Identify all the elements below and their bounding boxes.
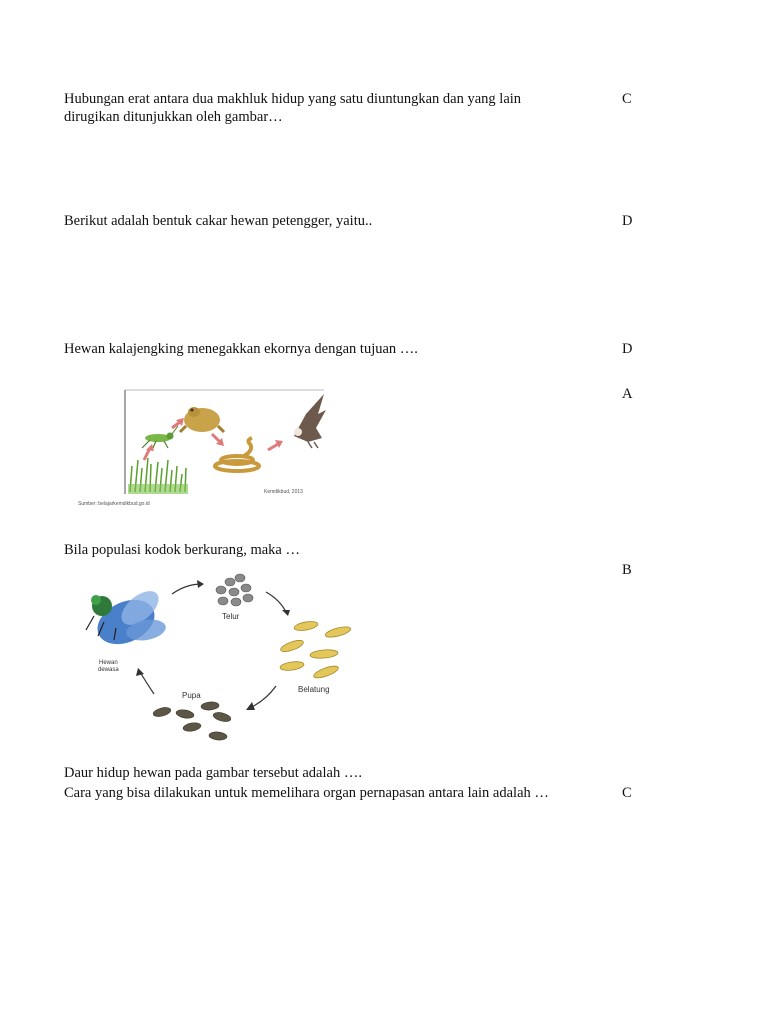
question-5: Daur hidup hewan pada gambar tersebut adalah …. xyxy=(64,765,362,781)
life-cycle-figure xyxy=(80,570,360,742)
answer-1: C xyxy=(622,91,632,107)
question-4: Bila populasi kodok berkurang, maka … xyxy=(64,542,300,558)
eggs-icon xyxy=(216,574,253,606)
label-larva: Belatung xyxy=(298,685,330,694)
figure-source-caption: Sumber: belajarkemdikbud.go.id xyxy=(78,501,150,507)
label-egg: Telur xyxy=(222,612,240,621)
answer-2: D xyxy=(622,213,633,229)
answer-3: D xyxy=(622,341,633,357)
question-2: Berikut adalah bentuk cakar hewan petengger, yaitu.. xyxy=(64,213,373,229)
question-1: Hubungan erat antara dua makhluk hidup yang satu diuntungkan dan yang lain dirugikan ditunjukkan oleh gambar… xyxy=(64,91,522,125)
answer-4: A xyxy=(622,386,633,402)
answer-5: B xyxy=(622,562,632,578)
label-adult-line2: dewasa xyxy=(98,667,119,673)
larvae-icon xyxy=(279,620,351,680)
grasshopper-icon xyxy=(142,426,178,450)
label-pupa: Pupa xyxy=(182,691,201,700)
answer-6: C xyxy=(622,785,632,801)
figure-credit: Kemdikbud, 2013 xyxy=(264,489,303,495)
question-3: Hewan kalajengking menegakkan ekornya dengan tujuan …. xyxy=(64,341,418,357)
eagle-icon xyxy=(294,394,326,448)
fly-icon xyxy=(86,585,167,653)
question-6: Cara yang bisa dilakukan untuk memelihara organ pernapasan antara lain adalah … xyxy=(64,785,549,801)
pupae-icon xyxy=(152,701,231,741)
frog-icon xyxy=(180,407,224,432)
label-adult-line1: Hewan xyxy=(99,660,118,666)
food-chain-figure xyxy=(72,388,334,510)
